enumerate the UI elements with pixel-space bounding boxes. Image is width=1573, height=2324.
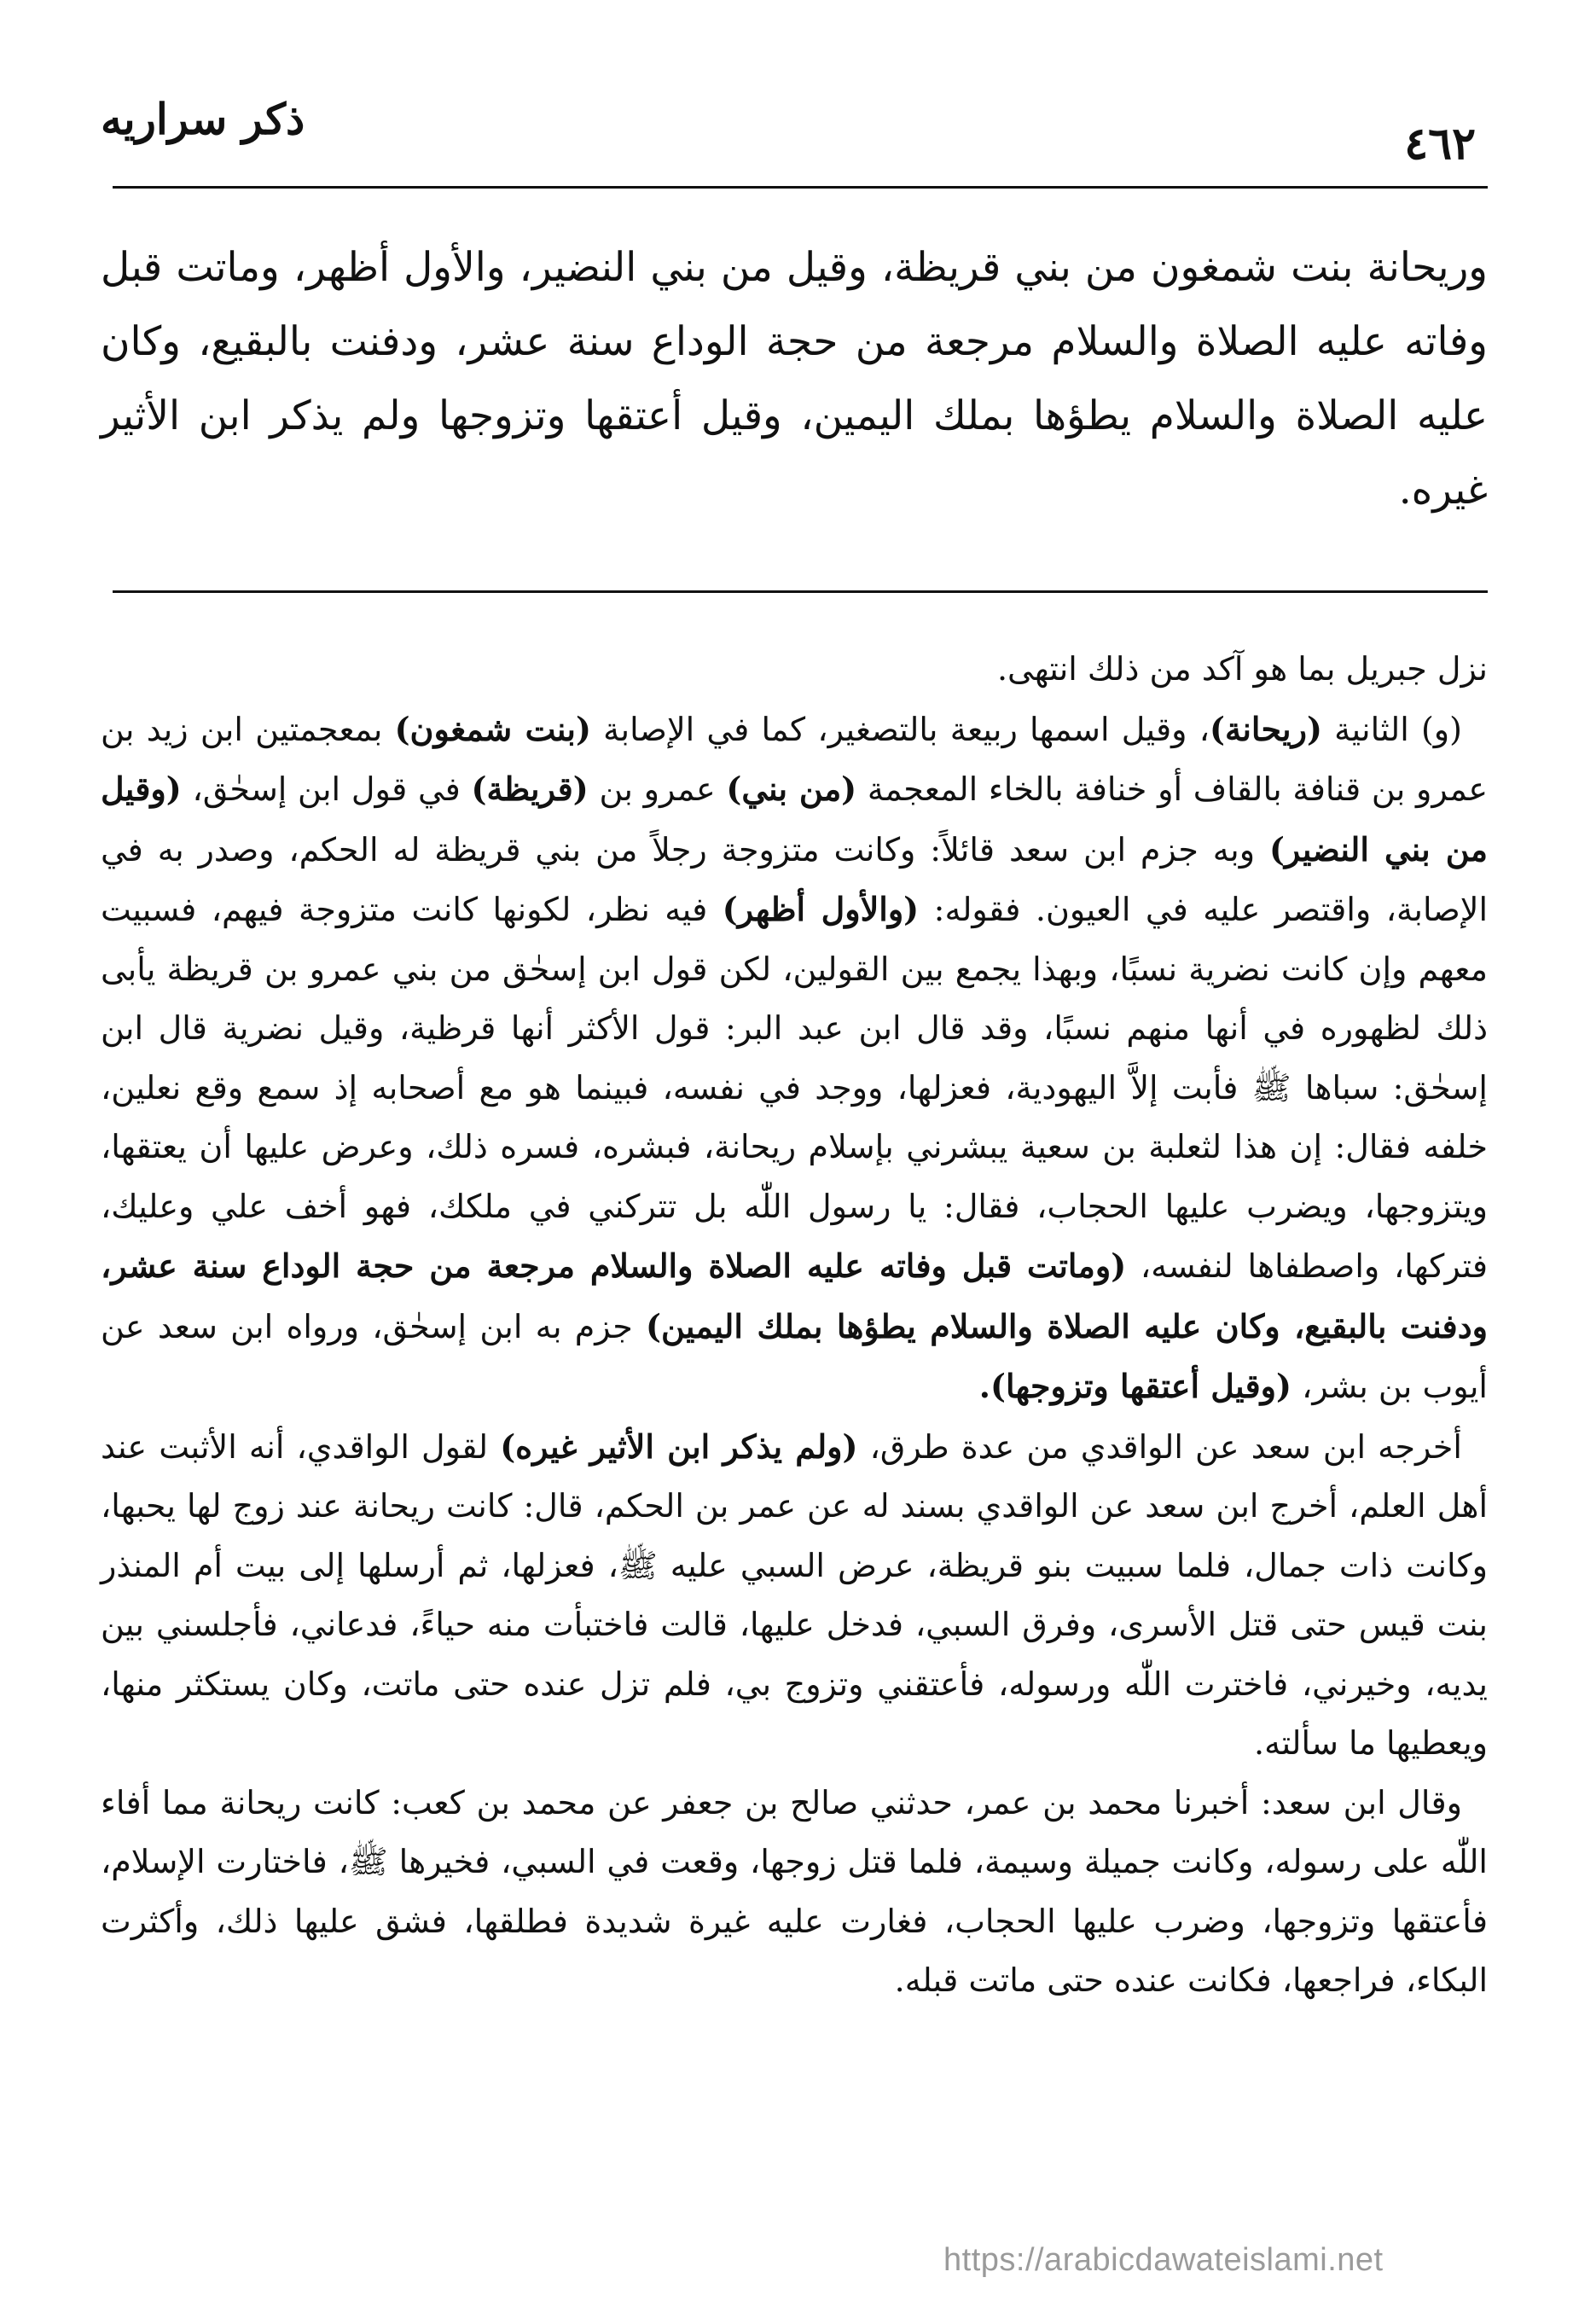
page-number: ٤٦٢ xyxy=(1404,118,1476,170)
quoted-matn: (وقيل من بني النضير) xyxy=(101,770,1488,869)
commentary-paragraph-3 xyxy=(101,1417,1488,1774)
commentary-paragraph-1: نزل جبريل بما هو آكد من ذلك انتهى. xyxy=(996,650,1488,688)
quoted-matn: (قريظة) xyxy=(471,770,589,808)
commentary-text: ، وقيل اسمها ربيعة بالتصغير، كما في الإصابة xyxy=(590,710,1210,748)
commentary-text: عمرو بن xyxy=(588,770,727,808)
running-title: ذكر سراريه xyxy=(101,94,305,144)
main-text-paragraph: وريحانة بنت شمغون من بني قريظة، وقيل من بني النضير، والأول أظهر، وماتت قبل وفاته عليه الصلاة والسلام مرجعة من حجة الوداع سنة عشر، ودفنت بالبقيع، وكان عليه الصلاة والسلام يطؤها بملك اليمين، وقيل أعتقها وتزوجها ولم يذكر ابن الأثير غيره. xyxy=(101,244,1488,514)
quoted-matn: (وقيل أعتقها وتزوجها). xyxy=(978,1367,1291,1405)
commentary-text: في قول ابن إسحٰق، xyxy=(181,770,472,808)
page-header xyxy=(101,94,1476,188)
quoted-matn: (بنت شمغون) xyxy=(394,709,591,748)
commentary-text: بمعجمتين ابن زيد بن عمرو بن قنافة بالقاف أو خنافة بالخاء المعجمة xyxy=(101,710,1489,808)
commentary-text: وبه جزم ابن سعد قائلاً: وكانت متزوجة رجلاً من بني قريظة له الحكم، وصدر به في الإصابة، واقتصر عليه في العيون. فقوله: xyxy=(101,830,1489,928)
commentary-text: جزم به ابن إسحٰق، ورواه ابن سعد عن أيوب بن بشر، xyxy=(101,1307,1488,1405)
header-rule xyxy=(113,186,1488,189)
commentary-paragraph-2 xyxy=(101,700,1488,1417)
separator-rule xyxy=(113,590,1488,593)
quoted-matn: (ولم يذكر ابن الأثير غيره) xyxy=(500,1426,858,1466)
quoted-matn: (من بني) xyxy=(726,770,857,808)
commentary-text: (و) الثانية xyxy=(1321,710,1462,748)
commentary-text: لقول الواقدي، أنه الأثبت عند أهل العلم، أخرج ابن سعد عن الواقدي بسند له عن عمر بن الحكم، قال: كانت ريحانة عند زوج لها يحبها، وكانت ذات جمال، فلما سبيت بنو قريظة، عرض السبي عليه ﷺ، فعزلها، ثم أرسلها إلى بيت أم المنذر بنت قيس حتى قتل الأسرى، وفرق السبي، فدخل عليها، قالت فاختبأت منه حياءً، فدعاني، فأجلسني بين يديه، وخيرني، فاخترت اللّٰه ورسوله، فأعتقني وتزوج بي، فلم تزل عنده حتى ماتت، وكان يستكثر منها، ويعطيها ما سألته. xyxy=(101,1427,1488,1762)
watermark-url: https://arabicdawateislami.net xyxy=(943,2242,1384,2278)
quoted-matn: (وماتت قبل وفاته عليه الصلاة والسلام مرجعة من حجة الوداع سنة عشر، ودفنت بالبقيع، وكان عليه الصلاة والسلام يطؤها بملك اليمين) xyxy=(101,1246,1488,1345)
commentary xyxy=(101,640,1488,2011)
quoted-matn: (ريحانة) xyxy=(1209,709,1322,748)
quoted-matn: (والأول أظهر) xyxy=(722,890,920,928)
commentary-text: أخرجه ابن سعد عن الواقدي من عدة طرق، xyxy=(857,1427,1462,1466)
commentary-paragraph-4: وقال ابن سعد: أخبرنا محمد بن عمر، حدثني صالح بن جعفر عن محمد بن كعب: كانت ريحانة مما أفاء اللّٰه على رسوله، وكانت جميلة وسيمة، فلما قتل زوجها، وقعت في السبي، فخيرها ﷺ، فاختارت الإسلام، فأعتقها وتزوجها، وضرب عليها الحجاب، فغارت عليه غيرة شديدة فطلقها، فشق عليها ذلك، وأكثرت البكاء، فراجعها، فكانت عنده حتى ماتت قبله. xyxy=(101,1783,1488,1999)
commentary-text: فيه نظر، لكونها كانت متزوجة فيهم، فسبيت معهم وإن كانت نضرية نسبًا، وبهذا يجمع بين القولين، لكن قول ابن إسحٰق من بني عمرو بن قريظة يأبى ذلك لظهوره في أنها منهم نسبًا، وقد قال ابن عبد البر: قول الأكثر أنها قرظية، وقيل نضرية قال ابن إسحٰق: سباها ﷺ فأبت إلاَّ اليهودية، فعزلها، ووجد في نفسه، فبينما هو مع أصحابه إذ سمع وقع نعلين، خلفه فقال: إن هذا لثعلبة بن سعية يبشرني بإسلام ريحانة، فبشره، فسره ذلك، وعرض عليها أن يعتقها، ويتزوجها، ويضرب عليها الحجاب، فقال: يا رسول اللّٰه بل تتركني في ملكك، فهو أخف علي وعليك، فتركها، واصطفاها لنفسه، xyxy=(101,891,1488,1285)
main-text xyxy=(101,230,1488,527)
